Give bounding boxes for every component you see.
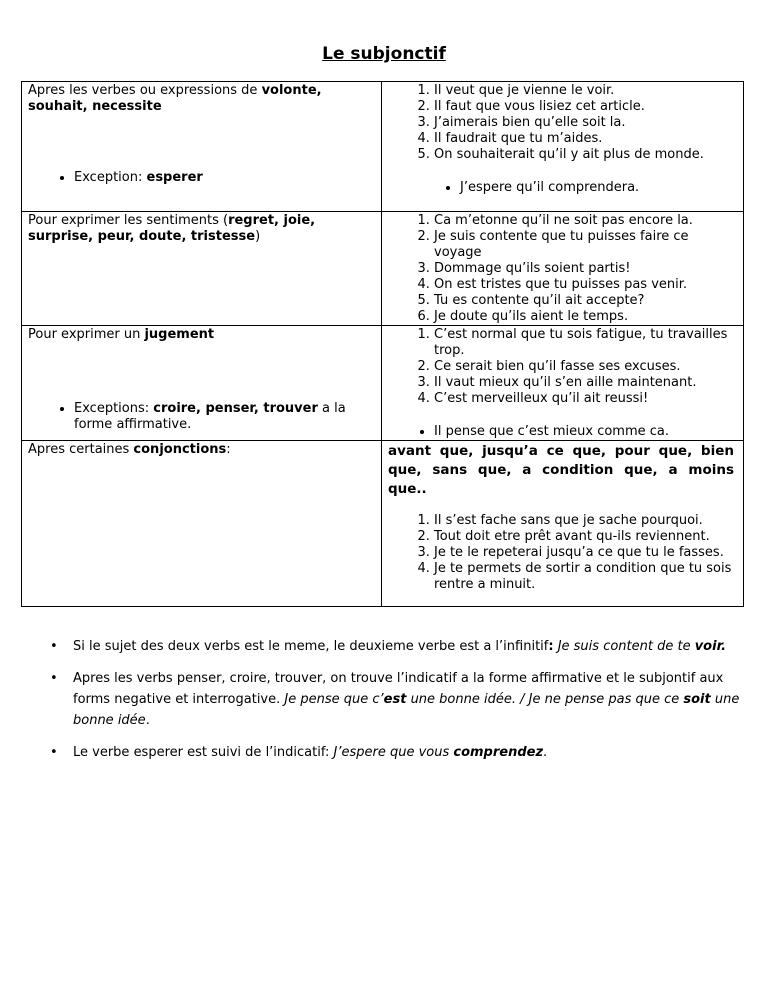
list-item: 5. Tu es contente qu’il ait accepte? [434, 293, 738, 309]
list-item: 6. Je doute qu’ils aient le temps. [434, 309, 738, 325]
list-item: • Exceptions: croire, penser, trouver a la forme affirmative. [74, 401, 376, 433]
list-item: 1. Il s’est fache sans que je sache pourquoi. [434, 513, 738, 529]
list-item: • Apres les verbs penser, croire, trouver, on trouve l’indicatif a la forme affirmative et le subjontif aux forms negative et interrogative. Je pense que c’est une bonne idée. / Je ne pense pas que ce soit une bonne idée. [50, 668, 740, 731]
exception-list [28, 170, 376, 186]
list-item: 4. C’est merveilleux qu’il ait reussi! [434, 391, 738, 407]
examples-cell [382, 212, 744, 326]
notes-list [50, 636, 740, 774]
examples-list [388, 513, 738, 593]
rule-cell [22, 441, 382, 607]
list-item: • J’espere qu’il comprendera. [460, 180, 738, 196]
exception-example-list [388, 424, 738, 440]
list-item: 1. Il veut que je vienne le voir. [434, 83, 738, 99]
subjunctive-table [21, 81, 744, 607]
exception-example-list [388, 180, 738, 196]
list-item: 1. C’est normal que tu sois fatigue, tu travailles trop. [434, 327, 738, 359]
list-item: 2. Il faut que vous lisiez cet article. [434, 99, 738, 115]
exception-list [28, 401, 376, 433]
list-item: 4. Il faudrait que tu m’aides. [434, 131, 738, 147]
list-item: 1. Ca m’etonne qu’il ne soit pas encore la. [434, 213, 738, 229]
examples-list [388, 327, 738, 407]
list-item: • Le verbe esperer est suivi de l’indicatif: J’espere que vous comprendez. [50, 742, 740, 763]
list-item: 3. Il vaut mieux qu’il s’en aille maintenant. [434, 375, 738, 391]
rule-cell [22, 326, 382, 441]
examples-cell [382, 326, 744, 441]
list-item: • Exception: esperer [74, 170, 376, 186]
rule-cell [22, 82, 382, 212]
list-item: 2. Je suis contente que tu puisses faire ce voyage [434, 229, 738, 261]
rule-text: Apres les verbes ou expressions de volonte, souhait, necessite [28, 83, 322, 114]
page-title: Le subjonctif [322, 44, 446, 64]
list-item: 3. Je te le repeterai jusqu’a ce que tu le fasses. [434, 545, 738, 561]
list-item: 2. Ce serait bien qu’il fasse ses excuses. [434, 359, 738, 375]
examples-list [388, 83, 738, 163]
list-item: • Si le sujet des deux verbs est le meme, le deuxieme verbe est a l’infinitif: Je suis content de te voir. [50, 636, 740, 657]
list-item: 3. J’aimerais bien qu’elle soit la. [434, 115, 738, 131]
table-row [22, 82, 744, 212]
list-item: 2. Tout doit etre prêt avant qu-ils reviennent. [434, 529, 738, 545]
rule-text: Pour exprimer un jugement [28, 327, 215, 342]
rule-cell [22, 212, 382, 326]
conjunctions-list: avant que, jusqu’a ce que, pour que, bien que, sans que, a condition que, a moins que.. [388, 443, 734, 497]
table-row [22, 326, 744, 441]
examples-cell [382, 82, 744, 212]
list-item: 3. Dommage qu’ils soient partis! [434, 261, 738, 277]
list-item: 4. On est tristes que tu puisses pas venir. [434, 277, 738, 293]
table-row [22, 441, 744, 607]
examples-list [388, 213, 738, 325]
list-item: 4. Je te permets de sortir a condition que tu sois rentre a minuit. [434, 561, 738, 593]
table-row [22, 212, 744, 326]
list-item: • Il pense que c’est mieux comme ca. [434, 424, 738, 440]
examples-cell [382, 441, 744, 607]
list-item: 5. On souhaiterait qu’il y ait plus de monde. [434, 147, 738, 163]
rule-text: Apres certaines conjonctions: [28, 442, 231, 457]
rule-text: Pour exprimer les sentiments (regret, joie, surprise, peur, doute, tristesse) [28, 213, 316, 244]
